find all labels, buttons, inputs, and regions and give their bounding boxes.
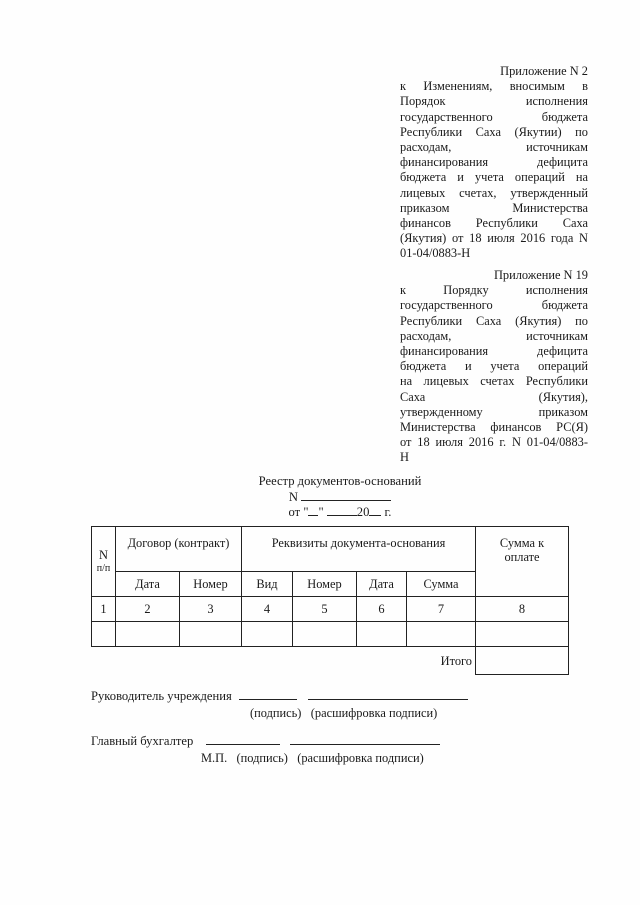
header-n-line2: п/п xyxy=(96,562,111,574)
appendix-text-line: расходам, источникам xyxy=(400,140,588,155)
appendix-text-line: от 18 июля 2016 г. N 01-04/0883- xyxy=(400,435,588,450)
register-table xyxy=(91,526,569,675)
appendix-2-title: Приложение N 2 xyxy=(500,64,588,78)
table-cell: 7 xyxy=(407,597,476,622)
table-header-row xyxy=(92,527,569,572)
head-captions xyxy=(250,706,437,721)
header-contract: Договор (контракт) xyxy=(116,527,242,572)
appendix-text-line: Н xyxy=(400,450,409,465)
register-date-from: от " xyxy=(288,505,309,519)
table-cell xyxy=(476,622,569,647)
appendix-text-line: лицевых счетах, утвержденный xyxy=(400,185,588,200)
head-caption-decode: (расшифровка подписи) xyxy=(310,706,438,720)
head-caption-sign: (подпись) xyxy=(250,706,302,720)
subheader-date: Дата xyxy=(116,572,180,597)
accountant-caption-decode: (расшифровка подписи) xyxy=(297,751,424,765)
subheader-number: Номер xyxy=(180,572,242,597)
table-cell xyxy=(116,622,180,647)
appendix-2-text xyxy=(400,79,588,261)
header-n xyxy=(92,527,116,597)
table-cell: 8 xyxy=(476,597,569,622)
appendix-text-line: (Якутия) от 18 июля 2016 года N xyxy=(400,231,588,246)
table-cell: 4 xyxy=(242,597,293,622)
header-sum-line1: Сумма к xyxy=(499,536,545,550)
accountant-signature xyxy=(91,733,440,749)
table-cell xyxy=(92,622,116,647)
header-requisites: Реквизиты документа-основания xyxy=(242,527,476,572)
subheader-kind: Вид xyxy=(242,572,293,597)
head-signature xyxy=(91,688,468,704)
accountant-decode-line xyxy=(290,733,440,745)
table-cell xyxy=(407,622,476,647)
appendix-text-line: финансирования дефицита xyxy=(400,344,588,359)
register-year-blank xyxy=(369,504,381,516)
head-label: Руководитель учреждения xyxy=(91,689,232,703)
appendix-text-line: Республики Саха (Якутии) по xyxy=(400,124,588,139)
appendix-text-line: финансирования дефицита xyxy=(400,155,588,170)
register-day-blank xyxy=(308,504,318,516)
appendix-text-line: приказом Министерства xyxy=(400,200,588,215)
total-label: Итого xyxy=(407,647,476,675)
table-cell xyxy=(293,622,357,647)
table-cell: 5 xyxy=(293,597,357,622)
subheader-date2: Дата xyxy=(357,572,407,597)
register-number-prefix: N xyxy=(288,490,298,504)
appendix-19-title: Приложение N 19 xyxy=(493,268,588,282)
register-number-blank xyxy=(301,489,391,501)
accountant-captions xyxy=(201,751,424,766)
table-total-row xyxy=(92,647,569,675)
register-year-prefix: 20 xyxy=(356,505,370,519)
subheader-sum: Сумма xyxy=(407,572,476,597)
accountant-sign-line xyxy=(206,733,280,745)
table-cell: 3 xyxy=(180,597,242,622)
head-decode-line xyxy=(308,688,468,700)
appendix-text-line: Министерства финансов РС(Я) xyxy=(400,420,588,435)
header-sum-line2: оплате xyxy=(504,550,540,564)
appendix-text-line: Порядок исполнения xyxy=(400,94,588,109)
accountant-label: Главный бухгалтер xyxy=(91,734,194,748)
header-n-line1: N xyxy=(99,547,108,562)
table-cell: 6 xyxy=(357,597,407,622)
header-sum xyxy=(476,527,569,597)
table-cell: 1 xyxy=(92,597,116,622)
head-sign-line xyxy=(239,688,297,700)
stamp-label: М.П. xyxy=(201,751,228,765)
register-month-blank xyxy=(327,504,357,516)
register-date-suffix: г. xyxy=(384,505,392,519)
table-row xyxy=(92,622,569,647)
appendix-text-line: 01-04/0883-Н xyxy=(400,246,471,261)
table-row-numbers xyxy=(92,597,569,622)
table-cell xyxy=(357,622,407,647)
register-number xyxy=(0,489,640,505)
appendix-19-block xyxy=(400,268,588,466)
appendix-text-line: Саха (Якутия), xyxy=(400,389,588,404)
appendix-text-line: расходам, источникам xyxy=(400,328,588,343)
appendix-text-line: государственного бюджета xyxy=(400,109,588,124)
appendix-text-line: финансов Республики Саха xyxy=(400,216,588,231)
appendix-text-line: к Порядку исполнения xyxy=(400,283,588,298)
table-cell xyxy=(180,622,242,647)
register-title: Реестр документов-оснований xyxy=(258,474,422,488)
appendix-19-text xyxy=(400,283,588,465)
appendix-text-line: бюджета и учета операций на xyxy=(400,170,588,185)
appendix-text-line: бюджета и учета операций xyxy=(400,359,588,374)
accountant-caption-sign: (подпись) xyxy=(236,751,288,765)
subheader-number2: Номер xyxy=(293,572,357,597)
appendix-2-block xyxy=(400,64,588,262)
register-date-quote: " xyxy=(318,505,324,519)
appendix-text-line: к Изменениям, вносимым в xyxy=(400,79,588,94)
appendix-text-line: Республики Саха (Якутия) по xyxy=(400,313,588,328)
appendix-text-line: государственного бюджета xyxy=(400,298,588,313)
total-cell xyxy=(476,647,569,675)
register-date xyxy=(0,504,640,520)
appendix-text-line: утвержденному приказом xyxy=(400,404,588,419)
table-cell: 2 xyxy=(116,597,180,622)
appendix-text-line: на лицевых счетах Республики xyxy=(400,374,588,389)
table-cell xyxy=(242,622,293,647)
